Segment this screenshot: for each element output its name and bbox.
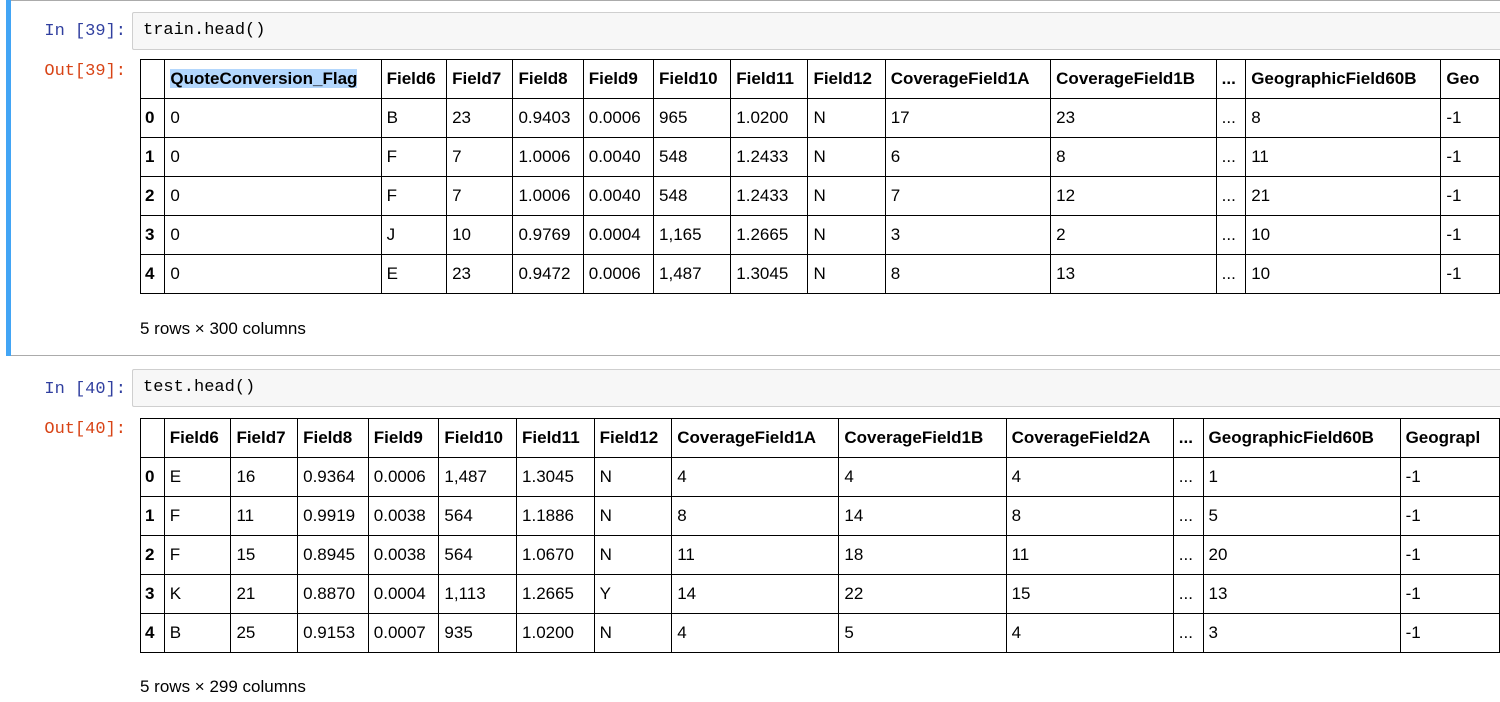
table-cell: 564 bbox=[439, 497, 517, 536]
dataframe-table bbox=[140, 59, 1500, 294]
table-row bbox=[141, 536, 1500, 575]
dataframe-table bbox=[140, 418, 1500, 653]
table-cell-ellipsis: ... bbox=[1216, 177, 1246, 216]
table-cell: 0.0040 bbox=[583, 138, 653, 177]
table-cell: 1.2433 bbox=[731, 177, 808, 216]
table-cell: 14 bbox=[839, 497, 1006, 536]
table-cell: 5 bbox=[1203, 497, 1400, 536]
table-cell: 4 bbox=[672, 614, 839, 653]
table-cell: 1.1886 bbox=[517, 497, 595, 536]
table-cell: -1 bbox=[1400, 614, 1499, 653]
column-header-ellipsis: ... bbox=[1173, 419, 1203, 458]
table-cell: 18 bbox=[839, 536, 1006, 575]
table-cell: N bbox=[594, 614, 672, 653]
table-cell: Y bbox=[594, 575, 672, 614]
table-cell: 1,487 bbox=[654, 255, 731, 294]
table-cell: 1.0006 bbox=[513, 138, 583, 177]
column-header: CoverageField1A bbox=[672, 419, 839, 458]
table-cell: 548 bbox=[654, 138, 731, 177]
index-header bbox=[141, 419, 165, 458]
table-cell: F bbox=[381, 177, 446, 216]
table-cell: 965 bbox=[654, 99, 731, 138]
table-cell: 0.0004 bbox=[368, 575, 439, 614]
column-header: Field8 bbox=[298, 419, 369, 458]
table-cell: 13 bbox=[1203, 575, 1400, 614]
row-index: 1 bbox=[141, 497, 165, 536]
table-cell: 20 bbox=[1203, 536, 1400, 575]
table-cell: 5 bbox=[839, 614, 1006, 653]
table-cell: 0.0006 bbox=[583, 255, 653, 294]
table-cell: E bbox=[381, 255, 446, 294]
table-header-row bbox=[141, 60, 1500, 99]
code-input-area[interactable] bbox=[132, 12, 1500, 50]
selected-text-highlight: QuoteConversion_Flag bbox=[170, 69, 358, 88]
table-cell: B bbox=[381, 99, 446, 138]
table-cell: N bbox=[594, 497, 672, 536]
table-cell: 0.9769 bbox=[513, 216, 583, 255]
table-cell: 7 bbox=[447, 138, 513, 177]
table-cell: 16 bbox=[231, 458, 298, 497]
table-cell: 11 bbox=[231, 497, 298, 536]
table-row bbox=[141, 216, 1500, 255]
column-header: CoverageField1B bbox=[1051, 60, 1216, 99]
table-cell: 0.0040 bbox=[583, 177, 653, 216]
row-index: 1 bbox=[141, 138, 165, 177]
table-cell: 15 bbox=[231, 536, 298, 575]
table-cell: 0.9919 bbox=[298, 497, 369, 536]
row-index: 0 bbox=[141, 99, 165, 138]
column-header: Field7 bbox=[447, 60, 513, 99]
table-cell: 4 bbox=[1006, 614, 1173, 653]
output-area bbox=[140, 59, 1500, 294]
table-cell: N bbox=[808, 216, 885, 255]
table-cell: 8 bbox=[885, 255, 1050, 294]
table-cell-ellipsis: ... bbox=[1173, 575, 1203, 614]
table-cell: 17 bbox=[885, 99, 1050, 138]
column-header: Field9 bbox=[583, 60, 653, 99]
table-cell: 564 bbox=[439, 536, 517, 575]
table-cell-ellipsis: ... bbox=[1216, 216, 1246, 255]
table-row bbox=[141, 138, 1500, 177]
code-text[interactable]: train.head() bbox=[143, 21, 266, 40]
table-cell-ellipsis: ... bbox=[1173, 497, 1203, 536]
table-cell: N bbox=[594, 536, 672, 575]
table-cell: N bbox=[808, 177, 885, 216]
table-cell: N bbox=[808, 138, 885, 177]
table-cell: 2 bbox=[1051, 216, 1216, 255]
table-cell-ellipsis: ... bbox=[1216, 99, 1246, 138]
table-cell: N bbox=[808, 255, 885, 294]
table-cell: K bbox=[164, 575, 231, 614]
notebook-cell-40[interactable] bbox=[0, 360, 1500, 702]
table-cell: 8 bbox=[1051, 138, 1216, 177]
table-cell: 0.9472 bbox=[513, 255, 583, 294]
table-cell: F bbox=[381, 138, 446, 177]
dataframe-shape-label: 5 rows × 300 columns bbox=[140, 319, 306, 338]
table-cell: 1.0006 bbox=[513, 177, 583, 216]
table-cell: -1 bbox=[1400, 536, 1499, 575]
column-header: Field12 bbox=[808, 60, 885, 99]
table-cell: 13 bbox=[1051, 255, 1216, 294]
table-cell: 0.0006 bbox=[583, 99, 653, 138]
table-row bbox=[141, 458, 1500, 497]
table-cell: 21 bbox=[231, 575, 298, 614]
row-index: 0 bbox=[141, 458, 165, 497]
table-cell: 1.0200 bbox=[517, 614, 595, 653]
input-prompt: In [39]: bbox=[44, 22, 126, 41]
table-cell-ellipsis: ... bbox=[1216, 138, 1246, 177]
code-text[interactable]: test.head() bbox=[143, 378, 256, 397]
table-cell: 4 bbox=[1006, 458, 1173, 497]
row-index: 4 bbox=[141, 614, 165, 653]
table-cell-ellipsis: ... bbox=[1173, 458, 1203, 497]
column-header: Field7 bbox=[231, 419, 298, 458]
column-header: Field8 bbox=[513, 60, 583, 99]
table-cell: 7 bbox=[447, 177, 513, 216]
row-index: 4 bbox=[141, 255, 165, 294]
index-header bbox=[141, 60, 165, 99]
table-cell: 4 bbox=[672, 458, 839, 497]
table-cell: 10 bbox=[447, 216, 513, 255]
table-cell: 0.8870 bbox=[298, 575, 369, 614]
column-header: Field11 bbox=[517, 419, 595, 458]
table-cell: 0.0007 bbox=[368, 614, 439, 653]
table-cell: 0.8945 bbox=[298, 536, 369, 575]
row-index: 2 bbox=[141, 536, 165, 575]
column-header: Field11 bbox=[731, 60, 808, 99]
table-cell: 0 bbox=[165, 216, 381, 255]
table-cell: 10 bbox=[1246, 216, 1441, 255]
table-cell: 8 bbox=[1006, 497, 1173, 536]
table-cell: -1 bbox=[1441, 138, 1500, 177]
table-cell: 1,487 bbox=[439, 458, 517, 497]
table-cell: 0 bbox=[165, 255, 381, 294]
table-row bbox=[141, 497, 1500, 536]
table-cell: J bbox=[381, 216, 446, 255]
table-cell: 8 bbox=[1246, 99, 1441, 138]
column-header: Field10 bbox=[654, 60, 731, 99]
table-cell: 1.2665 bbox=[731, 216, 808, 255]
table-cell: 11 bbox=[1006, 536, 1173, 575]
table-cell: 1.2433 bbox=[731, 138, 808, 177]
table-cell: 23 bbox=[1051, 99, 1216, 138]
row-index: 3 bbox=[141, 575, 165, 614]
table-cell: 11 bbox=[672, 536, 839, 575]
table-cell: -1 bbox=[1400, 575, 1499, 614]
table-cell: 22 bbox=[839, 575, 1006, 614]
table-cell: B bbox=[164, 614, 231, 653]
code-input-area[interactable] bbox=[132, 369, 1500, 407]
table-cell: 25 bbox=[231, 614, 298, 653]
table-cell: 21 bbox=[1246, 177, 1441, 216]
table-cell: 6 bbox=[885, 138, 1050, 177]
table-cell: F bbox=[164, 497, 231, 536]
table-cell: N bbox=[808, 99, 885, 138]
table-cell: 12 bbox=[1051, 177, 1216, 216]
table-row bbox=[141, 99, 1500, 138]
column-header: Field10 bbox=[439, 419, 517, 458]
table-row bbox=[141, 614, 1500, 653]
table-cell: 1.0670 bbox=[517, 536, 595, 575]
input-prompt: In [40]: bbox=[44, 380, 126, 399]
table-cell: 1 bbox=[1203, 458, 1400, 497]
table-cell-ellipsis: ... bbox=[1173, 536, 1203, 575]
table-cell: 23 bbox=[447, 99, 513, 138]
table-row bbox=[141, 255, 1500, 294]
table-cell: -1 bbox=[1441, 177, 1500, 216]
table-cell: 0.0038 bbox=[368, 536, 439, 575]
table-cell: -1 bbox=[1400, 458, 1499, 497]
table-cell: N bbox=[594, 458, 672, 497]
column-header: Geo bbox=[1441, 60, 1500, 99]
table-cell: 10 bbox=[1246, 255, 1441, 294]
table-cell: 1.2665 bbox=[517, 575, 595, 614]
column-header: GeographicField60B bbox=[1246, 60, 1441, 99]
table-cell: 0.0004 bbox=[583, 216, 653, 255]
table-cell: 548 bbox=[654, 177, 731, 216]
table-cell: 0.0006 bbox=[368, 458, 439, 497]
table-cell: 15 bbox=[1006, 575, 1173, 614]
table-cell: 0.9403 bbox=[513, 99, 583, 138]
row-index: 3 bbox=[141, 216, 165, 255]
table-cell: 1.3045 bbox=[517, 458, 595, 497]
table-cell: 1.0200 bbox=[731, 99, 808, 138]
column-header: Geograpl bbox=[1400, 419, 1499, 458]
table-cell: 11 bbox=[1246, 138, 1441, 177]
output-prompt: Out[39]: bbox=[44, 62, 126, 81]
table-cell: 3 bbox=[885, 216, 1050, 255]
column-header: CoverageField1A bbox=[885, 60, 1050, 99]
column-header: Field6 bbox=[381, 60, 446, 99]
table-cell: -1 bbox=[1441, 216, 1500, 255]
table-row bbox=[141, 177, 1500, 216]
table-cell: -1 bbox=[1400, 497, 1499, 536]
table-cell: 0 bbox=[165, 177, 381, 216]
dataframe-shape-label: 5 rows × 299 columns bbox=[140, 677, 306, 696]
table-cell: 1.3045 bbox=[731, 255, 808, 294]
column-header: GeographicField60B bbox=[1203, 419, 1400, 458]
column-header: Field9 bbox=[368, 419, 439, 458]
table-cell: 14 bbox=[672, 575, 839, 614]
table-cell: 1,165 bbox=[654, 216, 731, 255]
table-cell: 3 bbox=[1203, 614, 1400, 653]
table-cell: 23 bbox=[447, 255, 513, 294]
table-cell: 4 bbox=[839, 458, 1006, 497]
column-header bbox=[165, 60, 381, 99]
table-cell: -1 bbox=[1441, 99, 1500, 138]
table-cell: 1,113 bbox=[439, 575, 517, 614]
table-cell: 0.9364 bbox=[298, 458, 369, 497]
table-cell-ellipsis: ... bbox=[1216, 255, 1246, 294]
table-cell: -1 bbox=[1441, 255, 1500, 294]
table-cell: F bbox=[164, 536, 231, 575]
table-cell: 0 bbox=[165, 138, 381, 177]
table-cell: 0.0038 bbox=[368, 497, 439, 536]
table-cell: 935 bbox=[439, 614, 517, 653]
column-header: CoverageField1B bbox=[839, 419, 1006, 458]
row-index: 2 bbox=[141, 177, 165, 216]
output-prompt: Out[40]: bbox=[44, 420, 126, 439]
table-cell: 0.9153 bbox=[298, 614, 369, 653]
column-header: Field12 bbox=[594, 419, 672, 458]
output-area bbox=[140, 418, 1500, 653]
table-row bbox=[141, 575, 1500, 614]
table-header-row bbox=[141, 419, 1500, 458]
column-header: CoverageField2A bbox=[1006, 419, 1173, 458]
table-cell: 0 bbox=[165, 99, 381, 138]
table-cell: 8 bbox=[672, 497, 839, 536]
table-cell-ellipsis: ... bbox=[1173, 614, 1203, 653]
table-cell: E bbox=[164, 458, 231, 497]
column-header: Field6 bbox=[164, 419, 231, 458]
table-cell: 7 bbox=[885, 177, 1050, 216]
column-header-ellipsis: ... bbox=[1216, 60, 1246, 99]
